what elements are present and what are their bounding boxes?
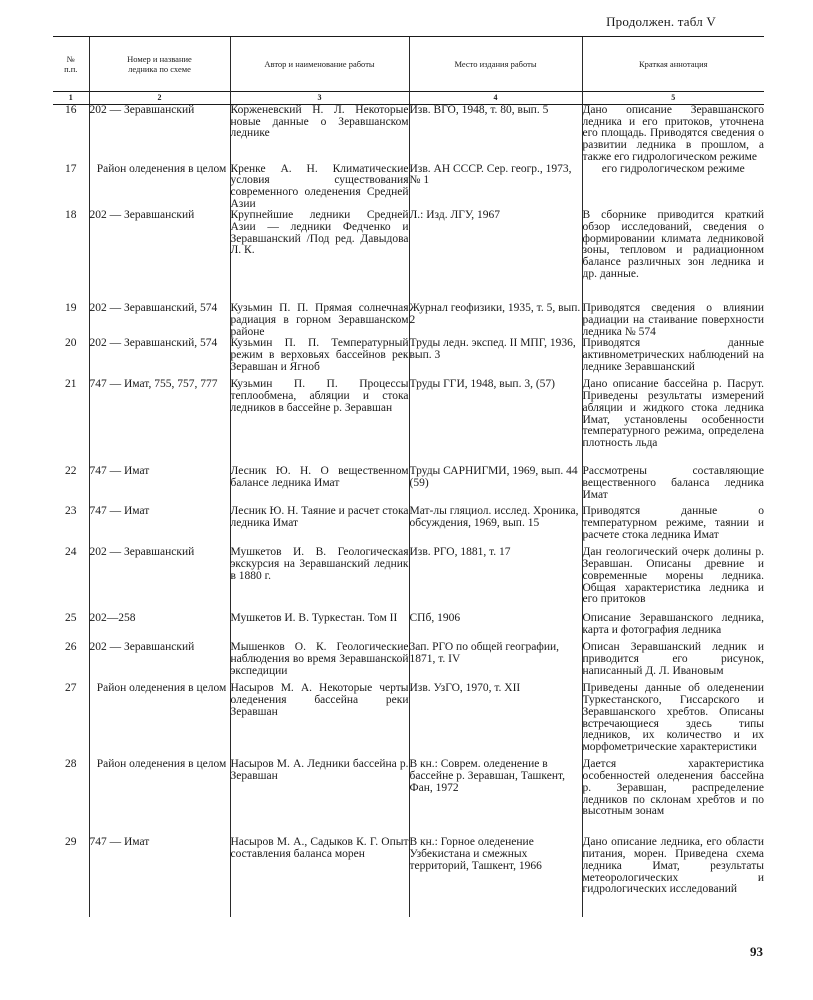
entry-annotation: Приведены данные об оледенении Туркестанского, Гиссарского и Зеравшанского хребтов. Описаны встречающиеся здесь типы ледников, их количество и их морфометрические характеристики bbox=[582, 683, 764, 759]
entry-glacier: 202 — Зеравшанский bbox=[89, 105, 230, 164]
table-row bbox=[53, 642, 764, 683]
entry-publication: Изв. УзГО, 1970, т. XII bbox=[409, 683, 582, 759]
entry-number: 16 bbox=[65, 104, 77, 116]
entry-annotation: Приводятся данные активнометрических наблюдений на леднике Зеравшанский bbox=[582, 338, 764, 379]
entry-publication: В кн.: Соврем. оледенение в бассейне р. Зеравшан, Ташкент, Фан, 1972 bbox=[409, 759, 582, 837]
entry-annotation: В сборнике приводится краткий обзор исследований, сведения о формировании климата ледниковой зоны, тепловом и радиационном балансе различных зон ледника и др. данные. bbox=[582, 210, 764, 303]
entry-author-title: Крупнейшие ледники Средней Азии — ледники Федченко и Зеравшанский /Под ред. Давыдова Л. К. bbox=[230, 210, 409, 303]
entry-number: 22 bbox=[65, 465, 77, 478]
column-number-row bbox=[53, 92, 764, 105]
column-number: 5 bbox=[582, 92, 764, 105]
table-body bbox=[53, 105, 764, 918]
entry-author-title: Мушкетов И. В. Туркестан. Том II bbox=[230, 613, 409, 642]
entry-glacier: 202 — Зеравшанский bbox=[89, 210, 230, 303]
entry-number: 19 bbox=[65, 302, 77, 315]
entry-author-title: Насыров М. А., Садыков К. Г. Опыт составления баланса морен bbox=[230, 837, 409, 917]
entry-author-title: Кузьмин П. П. Прямая солнечная радиация в горном Зеравшанском районе bbox=[230, 302, 409, 338]
table-row bbox=[53, 210, 764, 303]
entry-glacier: Район оледенения в целом bbox=[89, 759, 230, 837]
entry-annotation: Описан Зеравшанский ледник и приводится его рисунок, написанный Д. Л. Ивановым bbox=[582, 642, 764, 683]
page-number: 93 bbox=[750, 944, 763, 959]
table-row bbox=[53, 506, 764, 547]
entry-publication: Зап. РГО по общей географии, 1871, т. IV bbox=[409, 642, 582, 683]
table-row bbox=[53, 466, 764, 506]
header-place: Место издания работы bbox=[409, 37, 582, 92]
entry-glacier: 202 — Зеравшанский bbox=[89, 642, 230, 683]
entry-glacier: 747 — Имат, 755, 757, 777 bbox=[89, 379, 230, 466]
entry-number: 26 bbox=[65, 641, 77, 654]
entry-author-title: Кузьмин П. П. Температурный режим в верховьях бассейнов рек Зеравшан и Ягноб bbox=[230, 338, 409, 379]
entry-author-title: Корженевский Н. Л. Некоторые новые данные о Зеравшанском леднике bbox=[230, 105, 409, 164]
entry-author-title: Мышенков О. К. Геологические наблюдения во время Зеравшанской экспедиции bbox=[230, 642, 409, 683]
entry-author-title: Насыров М. А. Ледники бассейна р. Зеравшан bbox=[230, 759, 409, 837]
entry-publication: Изв. РГО, 1881, т. 17 bbox=[409, 547, 582, 613]
table-row bbox=[53, 105, 764, 164]
entry-annotation: Дан геологический очерк долины р. Зеравшан. Описаны древние и современные морены ледника. Общая характеристика ледника и его притоков bbox=[582, 547, 764, 613]
table-row bbox=[53, 837, 764, 917]
entry-publication: Л.: Изд. ЛГУ, 1967 bbox=[409, 210, 582, 303]
entry-annotation: Приводятся данные о температурном режиме, таянии и расчете стока ледника Имат bbox=[582, 506, 764, 547]
table-row bbox=[53, 164, 764, 211]
header-number: № п.п. bbox=[53, 37, 89, 92]
table-row bbox=[53, 303, 764, 338]
header-author: Автор и наименование работы bbox=[230, 37, 409, 92]
entry-annotation: Описание Зеравшанского ледника, карта и фотография ледника bbox=[582, 613, 764, 642]
entry-author-title: Лесник Ю. Н. О вещественном балансе ледника Имат bbox=[230, 466, 409, 506]
entry-glacier: 747 — Имат bbox=[89, 837, 230, 917]
entry-publication: Труды ГГИ, 1948, вып. 3, (57) bbox=[409, 379, 582, 466]
table-row bbox=[53, 338, 764, 379]
entry-number: 28 bbox=[65, 758, 77, 771]
entry-number: 17 bbox=[65, 162, 77, 175]
entry-number: 25 bbox=[65, 612, 77, 625]
entry-annotation: Дано описание ледника, его области питания, морен. Приведена схема ледника Имат, результаты метеорологических и гидрологических исследований bbox=[582, 837, 764, 917]
entry-publication: Мат-лы гляциол. исслед. Хроника, обсуждения, 1969, вып. 15 bbox=[409, 506, 582, 547]
header-annotation: Краткая аннотация bbox=[582, 37, 764, 92]
table-row bbox=[53, 683, 764, 759]
table-header-row bbox=[53, 37, 764, 92]
entry-glacier: 202 — Зеравшанский bbox=[89, 547, 230, 613]
entry-annotation: Дано описание бассейна р. Пасрут. Приведены результаты измерений абляции и жидкого стока ледника Имат, установлены особенности температурного режима, определена плотность льда bbox=[582, 379, 764, 466]
table-row bbox=[53, 759, 764, 837]
entry-glacier: Район оледенения в целом bbox=[89, 683, 230, 759]
table-row bbox=[53, 379, 764, 466]
entry-annotation: Приводятся сведения о влиянии радиации на стаивание поверхности ледника № 574 bbox=[582, 302, 764, 338]
entry-publication: СПб, 1906 bbox=[409, 613, 582, 642]
header-glacier: Номер и название ледника по схеме bbox=[89, 37, 230, 92]
entry-annotation: его гидрологическом режиме bbox=[582, 164, 764, 211]
entry-number: 24 bbox=[65, 546, 77, 559]
column-number: 4 bbox=[409, 92, 582, 105]
table-row bbox=[53, 547, 764, 613]
table-row bbox=[53, 613, 764, 642]
entry-publication: Журнал геофизики, 1935, т. 5, вып. 2 bbox=[409, 303, 582, 338]
entry-publication: В кн.: Горное оледенение Узбекистана и смежных территорий, Ташкент, 1966 bbox=[409, 837, 582, 917]
entry-author-title: Кренке А. Н. Климатические условия существования современного оледенения Средней Азии bbox=[230, 162, 409, 210]
entry-publication: Труды ледн. экспед. II МПГ, 1936, вып. 3 bbox=[409, 338, 582, 379]
entry-number: 21 bbox=[65, 378, 77, 391]
entry-author-title: Лесник Ю. Н. Таяние и расчет стока ледника Имат bbox=[230, 506, 409, 547]
entry-number: 29 bbox=[65, 836, 77, 849]
entry-glacier: Район оледенения в целом bbox=[89, 164, 230, 211]
entry-glacier: 202—258 bbox=[89, 613, 230, 642]
entry-publication: Изв. ВГО, 1948, т. 80, вып. 5 bbox=[409, 105, 582, 164]
entry-publication: Труды САРНИГМИ, 1969, вып. 44 (59) bbox=[409, 466, 582, 506]
continuation-label: Продолжен. табл V bbox=[606, 14, 716, 29]
entry-number: 20 bbox=[65, 337, 77, 350]
column-number: 2 bbox=[89, 92, 230, 105]
entry-glacier: 747 — Имат bbox=[89, 506, 230, 547]
column-number: 1 bbox=[53, 92, 89, 105]
entry-author-title: Кузьмин П. П. Процессы теплообмена, абляции и стока ледников в бассейне р. Зеравшан bbox=[230, 379, 409, 466]
entry-number: 23 bbox=[65, 505, 77, 518]
entry-annotation: Дано описание Зеравшанского ледника и его притоков, уточнена его площадь. Приводятся сведения о развитии ледника в прошлом, а также его гидрологическом режиме bbox=[582, 104, 764, 163]
entry-author-title: Мушкетов И. В. Геологическая экскурсия на Зеравшанский ледник в 1880 г. bbox=[230, 547, 409, 613]
bibliography-table bbox=[53, 36, 764, 917]
entry-number: 27 bbox=[65, 682, 77, 695]
entry-annotation: Дается характеристика особенностей оледенения бассейна р. Зеравшан, распределение ледников по склонам хребтов и по высотным зонам bbox=[582, 759, 764, 837]
entry-glacier: 202 — Зеравшанский, 574 bbox=[89, 338, 230, 379]
entry-glacier: 202 — Зеравшанский, 574 bbox=[89, 303, 230, 338]
entry-number: 18 bbox=[65, 209, 77, 222]
entry-author-title: Насыров М. А. Некоторые черты оледенения бассейна реки Зеравшан bbox=[230, 683, 409, 759]
column-number: 3 bbox=[230, 92, 409, 105]
entry-publication: Изв. АН СССР. Сер. геогр., 1973, № 1 bbox=[409, 164, 582, 211]
entry-glacier: 747 — Имат bbox=[89, 466, 230, 506]
entry-annotation: Рассмотрены составляющие вещественного баланса ледника Имат bbox=[582, 466, 764, 506]
